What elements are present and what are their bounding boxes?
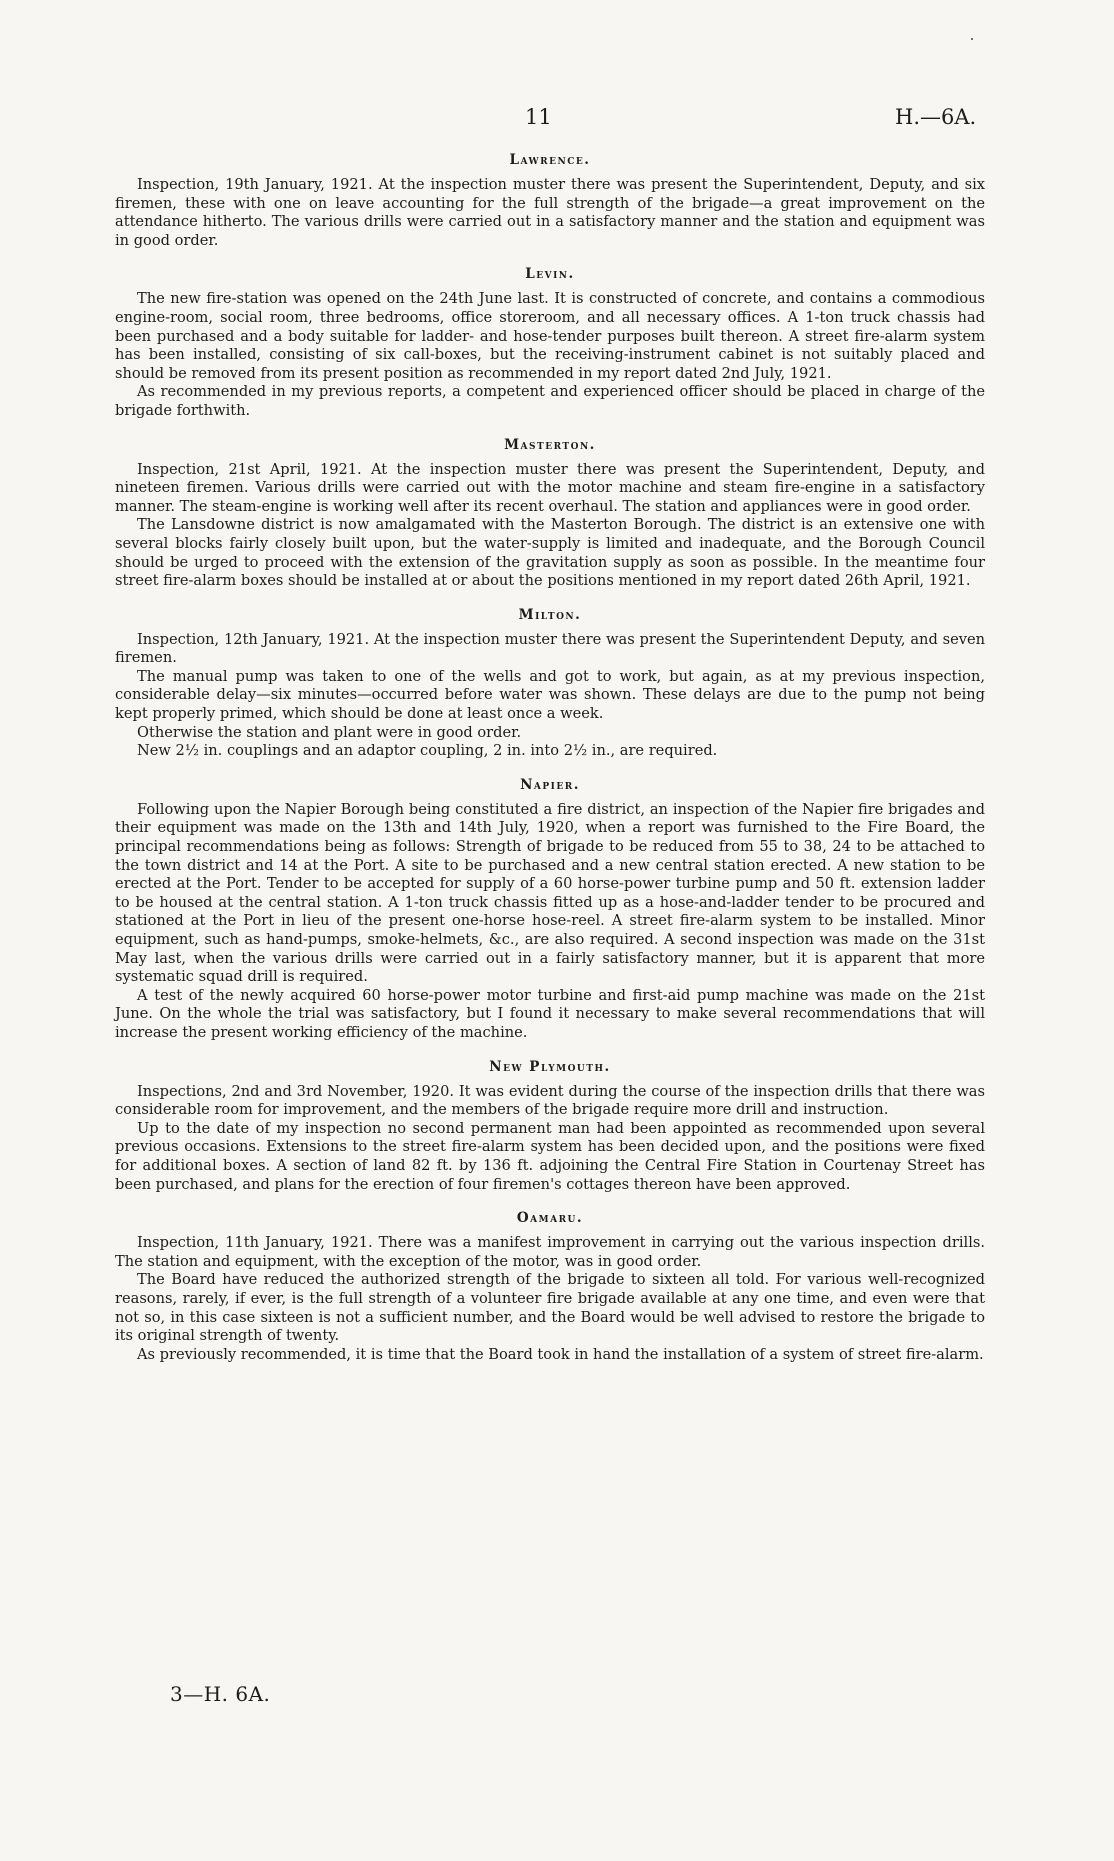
paragraph: Inspection, 12th January, 1921. At the inspection muster there was present the Superintendent Deputy, and seven firemen. (115, 630, 985, 667)
section-napier (115, 777, 985, 1043)
document-reference: H.—6A. (895, 105, 977, 129)
section-new-plymouth (115, 1059, 985, 1195)
section-heading: New Plymouth. (489, 1058, 611, 1075)
section-lawrence (115, 152, 985, 250)
paragraph: A test of the newly acquired 60 horse-power motor turbine and first-aid pump machine was made on the 21st June. On the whole the trial was satisfactory, but I found it necessary to make several recommendations that will increase the present working efficiency of the machine. (115, 986, 985, 1041)
section-heading: Levin. (525, 266, 575, 283)
paragraph: Otherwise the station and plant were in good order. (137, 723, 522, 741)
section-heading: Masterton. (504, 436, 596, 453)
paragraph: Up to the date of my inspection no second permanent man had been appointed as recommended upon several previous occasions. Extensions to the street fire-alarm system has been decided upon, and the positions were fixed for additional boxes. A section of land 82 ft. by 136 ft. adjoining the Central Fire Station in Courtenay Street has been purchased, and plans for the erection of four firemen's cottages thereon have been approved. (115, 1119, 985, 1193)
page-header (0, 105, 1114, 135)
section-heading: Oamaru. (516, 1210, 584, 1227)
section-masterton (115, 437, 985, 591)
paragraph: Inspection, 11th January, 1921. There was a manifest improvement in carrying out the various inspection drills. The station and equipment, with the exception of the motor, was in good order. (115, 1234, 985, 1270)
printer-signature-mark: 3—H. 6A. (170, 1682, 271, 1706)
paragraph: New 2½ in. couplings and an adaptor coupling, 2 in. into 2½ in., are required. (137, 742, 718, 760)
section-levin (115, 266, 985, 420)
paragraph: The Board have reduced the authorized strength of the brigade to sixteen all told. For various well-recognized reasons, rarely, if ever, is the full strength of a volunteer fire brigade available at any one time, and even were that not so, in this case sixteen is not a sufficient number, and the Board would be well advised to restore the brigade to its original strength of twenty. (115, 1271, 985, 1345)
section-heading: Lawrence. (509, 152, 591, 168)
report-body (115, 152, 985, 1380)
page-number: 11 (525, 105, 552, 129)
section-heading: Napier. (520, 776, 580, 793)
paragraph: Inspection, 19th January, 1921. At the inspection muster there was present the Superintendent, Deputy, and six firemen, these with one on leave accounting for the full strength of the brigade—a great improvement on the attendance hitherto. The various drills were carried out in a satisfactory manner and the station and equipment was in good order. (115, 176, 985, 249)
scan-speck (971, 38, 973, 40)
section-oamaru (115, 1210, 985, 1364)
paragraph: The manual pump was taken to one of the wells and got to work, but again, as at my previous inspection, considerable delay—six minutes—occurred before water was shown. These delays are due to the pump not being kept properly primed, which should be done at least once a week. (115, 667, 985, 723)
section-heading: Milton. (518, 606, 582, 623)
paragraph: Inspections, 2nd and 3rd November, 1920. It was evident during the course of the inspection drills that there was considerable room for improvement, and the members of the brigade require more drill and instruction. (115, 1082, 985, 1119)
paragraph: The Lansdowne district is now amalgamated with the Masterton Borough. The district is an extensive one with several blocks fairly closely built upon, but the water-supply is limited and inadequate, and the Borough Council should be urged to proceed with the extension of the gravitation supply as soon as possible. In the meantime four street fire-alarm boxes should be installed at or about the positions mentioned in my report dated 26th April, 1921. (115, 516, 985, 590)
paragraph: The new fire-station was opened on the 24th June last. It is constructed of concrete, and contains a commodious engine-room, social room, three bedrooms, office storeroom, and all necessary offices. A 1-ton truck chassis had been purchased and a body suitable for ladder- and hose-tender purposes built thereon. A street fire-alarm system has been installed, consisting of six call-boxes, but the receiving-instrument cabinet is not suitably placed and should be removed from its present position as recommended in my report dated 2nd July, 1921. (115, 290, 985, 382)
paragraph: As previously recommended, it is time that the Board took in hand the installation of a system of street fire-alarm. (137, 1345, 984, 1363)
paragraph: Following upon the Napier Borough being constituted a fire district, an inspection of the Napier fire brigades and their equipment was made on the 13th and 14th July, 1920, when a report was furnished to the Fire Board, the principal recommendations being as follows: Strength of brigade to be reduced from 55 to 38, 24 to be attached to the town district and 14 at the Port. A site to be purchased and a new central station erected. A new station to be erected at the Port. Tender to be accepted for supply of a 60 horse-power turbine pump and 50 ft. extension ladder to be housed at the central station. A 1-ton truck chassis fitted up as a hose-and-ladder tender to be procured and stationed at the Port in lieu of the present one-horse hose-reel. A street fire-alarm system to be installed. Minor equipment, such as hand-pumps, smoke-helmets, &c., are also required. A second inspection was made on the 31st May last, when the various drills were carried out in a fairly satisfactory manner, but it is apparent that more systematic squad drill is required. (115, 800, 985, 986)
section-milton (115, 607, 985, 761)
paragraph: As recommended in my previous reports, a competent and experienced officer should be placed in charge of the brigade forthwith. (115, 383, 985, 419)
paragraph: Inspection, 21st April, 1921. At the inspection muster there was present the Superintendent, Deputy, and nineteen firemen. Various drills were carried out with the motor machine and steam fire-engine in a satisfactory manner. The steam-engine is working well after its recent overhaul. The station and appliances were in good order. (115, 460, 985, 515)
